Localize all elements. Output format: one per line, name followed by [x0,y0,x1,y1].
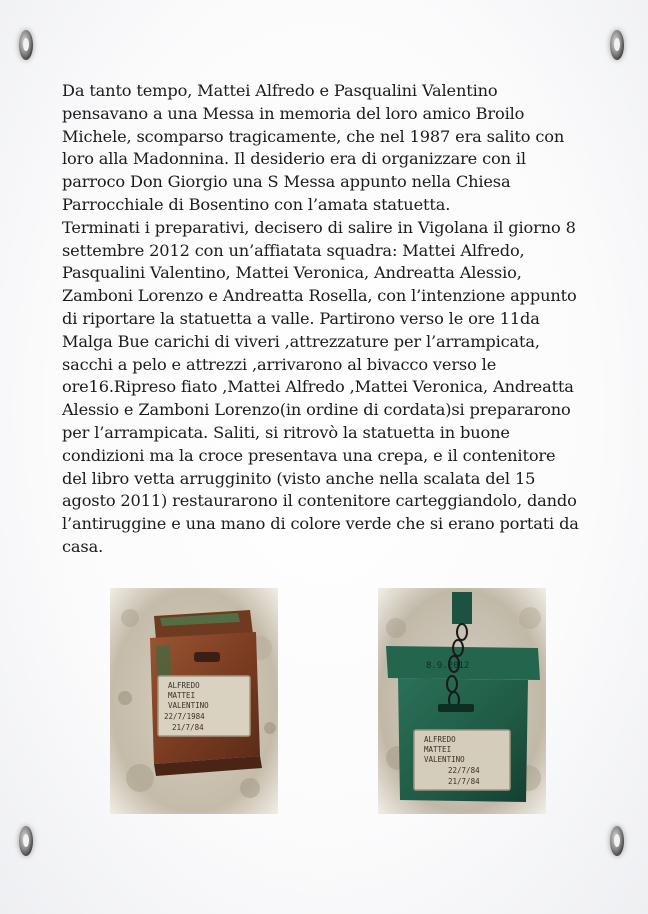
svg-text:22/7/1984: 22/7/1984 [164,712,205,721]
binder-hole-top-left-icon [19,30,33,60]
binder-hole-bottom-right-icon [610,826,624,856]
svg-text:VALENTINO: VALENTINO [424,755,465,764]
paragraph-intro: Da tanto tempo, Mattei Alfredo e Pasqualini Valentino pensavano a una Messa in memoria del loro amico Broilo Michele, scomparso tragicamente, che nel 1987 era salito con loro alla Madonnina. Il desiderio era di organizzare con il parroco Don Giorgio una S Messa appunto nella Chiesa Parrocchiale di Bosentino con l’amata statuetta. [62,81,565,214]
svg-text:ALFREDO: ALFREDO [424,735,456,744]
binder-hole-bottom-left-icon [19,826,33,856]
svg-text:VALENTINO: VALENTINO [168,701,209,710]
svg-text:MATTEI: MATTEI [424,745,452,754]
svg-text:8.9.2012: 8.9.2012 [426,661,470,671]
svg-text:22/7/84: 22/7/84 [448,766,480,775]
paragraph-climb: Terminati i preparativi, decisero di salire in Vigolana il giorno 8 settembre 2012 con un’affiatata squadra: Mattei Alfredo, Pasqualini Valentino, Mattei Veronica, Andreatta Alessio, Zamboni Lorenzo e Andreatta Rosella, con l’intenzione appunto di riportare la statuetta a valle. Partirono verso le ore 11da Malga Bue carichi di viveri ,attrezzature per l’arrampicata, sacchi a pelo e attrezzi ,arrivarono al bivacco verso le ore16.Ripreso fiato ,Mattei Alfredo ,Mattei Veronica, Andreatta Alessio e Zamboni Lorenzo(in ordine di cordata)si prepararono per l’arrampicata. Saliti, si ritrovò la statuetta in buone condizioni ma la croce presentava una crepa, e il contenitore del libro vetta arrugginito (visto anche nella scalata del 15 agosto 2011) restaurarono il contenitore carteggiandolo, dando l’antiruggine e una mano di colore verde che si erano portati da casa. [62,217,579,556]
binder-hole-top-right-icon [610,30,624,60]
svg-text:21/7/84: 21/7/84 [172,723,204,732]
svg-text:21/7/84: 21/7/84 [448,777,480,786]
photo-rusty-summit-box [110,588,278,814]
svg-text:MATTEI: MATTEI [168,691,196,700]
photo-restored-summit-box [378,588,546,814]
story-text [62,80,582,559]
svg-text:ALFREDO: ALFREDO [168,681,200,690]
